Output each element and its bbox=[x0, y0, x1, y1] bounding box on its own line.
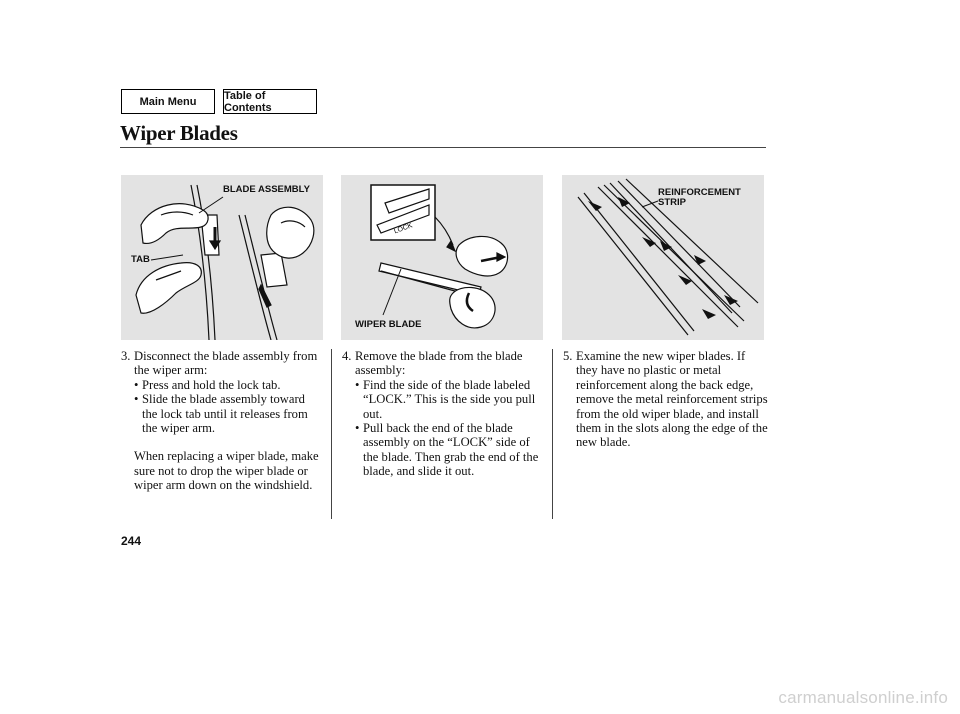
reinforcement-strip-callout: REINFORCEMENT STRIP bbox=[658, 187, 741, 208]
wiper-blade-callout: WIPER BLADE bbox=[355, 319, 422, 330]
figure-reinforcement-strip bbox=[562, 175, 764, 340]
bullet-item: • Pull back the end of the blade assembly on the “LOCK” side of the blade. Then grab the end of the blade, and slide it out. bbox=[342, 421, 546, 479]
wiper-blade-illustration bbox=[341, 175, 543, 340]
step-number: 3. bbox=[121, 349, 131, 363]
figure-wiper-blade bbox=[341, 175, 543, 340]
bullet-item: • Find the side of the blade labeled “LOCK.” This is the side you pull out. bbox=[342, 378, 546, 421]
tab-callout: TAB bbox=[131, 254, 150, 265]
step-text: Remove the blade from the blade assembly: bbox=[355, 349, 523, 378]
step-5-block bbox=[563, 349, 768, 450]
column-divider bbox=[331, 349, 332, 519]
main-menu-button[interactable]: Main Menu bbox=[121, 89, 215, 114]
figure-blade-assembly bbox=[121, 175, 323, 340]
table-of-contents-button[interactable]: Table of Contents bbox=[223, 89, 317, 114]
step-number: 5. bbox=[563, 349, 573, 363]
column-divider bbox=[552, 349, 553, 519]
step-text: Examine the new wiper blades. If they have no plastic or metal reinforcement along the back edge, remove the metal reinforcement strips from the old wiper blade, and install them in the slots along the edge of the new blade. bbox=[576, 349, 768, 450]
step-text: Disconnect the blade assembly from the wiper arm: bbox=[134, 349, 318, 378]
lock-label: LOCK bbox=[393, 222, 414, 236]
page-title: Wiper Blades bbox=[120, 121, 238, 145]
title-divider bbox=[120, 147, 766, 148]
step-3-block bbox=[121, 349, 321, 493]
step-3-bullets bbox=[121, 378, 321, 436]
blade-assembly-illustration bbox=[121, 175, 323, 340]
page-number: 244 bbox=[121, 534, 142, 548]
step-4-block bbox=[342, 349, 546, 479]
blade-assembly-callout: BLADE ASSEMBLY bbox=[223, 184, 310, 195]
bullet-item: • Press and hold the lock tab. bbox=[121, 378, 321, 392]
watermark: carmanualsonline.info bbox=[778, 688, 948, 707]
step-4-bullets bbox=[342, 378, 546, 479]
step-number: 4. bbox=[342, 349, 352, 363]
bullet-item: • Slide the blade assembly toward the lock tab until it releases from the wiper arm. bbox=[121, 392, 321, 435]
replacement-note: When replacing a wiper blade, make sure not to drop the wiper blade or wiper arm down on the windshield. bbox=[134, 449, 319, 493]
